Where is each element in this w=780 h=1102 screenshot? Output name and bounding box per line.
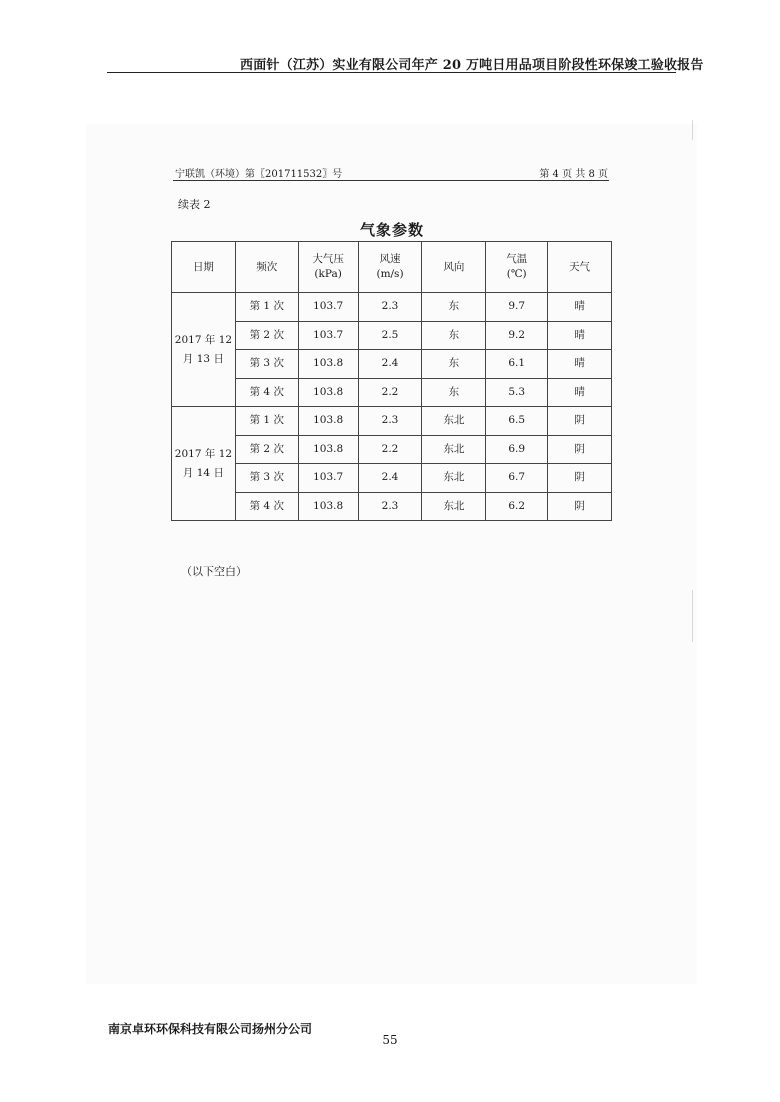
- header-pressure-unit: (kPa): [314, 268, 342, 280]
- wind-speed-cell: 2.2: [358, 378, 422, 407]
- frequency-cell: 第 4 次: [235, 378, 298, 407]
- table-row: [172, 293, 612, 322]
- document-header-title: 西面针（江苏）实业有限公司年产 20 万吨日用品项目阶段性环保竣工验收报告: [240, 58, 704, 73]
- header-temperature: [486, 242, 548, 293]
- wind-speed-cell: 2.4: [358, 350, 422, 379]
- table-title: 气象参数: [359, 221, 424, 239]
- frequency-cell: 第 1 次: [235, 293, 298, 322]
- wind-speed-cell: 2.4: [358, 464, 422, 493]
- temperature-cell: 6.9: [486, 435, 548, 464]
- pressure-cell: 103.8: [298, 378, 358, 407]
- temperature-cell: 6.2: [486, 492, 548, 521]
- report-number: 宁联凯（环境）第〖201711532〗号: [175, 169, 343, 180]
- table-row: [172, 407, 612, 436]
- report-divider: [173, 180, 609, 181]
- wind-speed-cell: 2.3: [358, 492, 422, 521]
- blank-below-note: （以下空白）: [181, 565, 247, 578]
- pressure-cell: 103.7: [298, 293, 358, 322]
- scan-edge-mark: [692, 590, 693, 642]
- pressure-cell: 103.8: [298, 407, 358, 436]
- pressure-cell: 103.8: [298, 350, 358, 379]
- wind-direction-cell: 东北: [422, 407, 486, 436]
- frequency-cell: 第 2 次: [235, 435, 298, 464]
- continued-table-label: 续表 2: [178, 198, 211, 211]
- temperature-cell: 5.3: [486, 378, 548, 407]
- weather-cell: 阴: [548, 464, 612, 493]
- meteorological-table: [171, 241, 612, 521]
- header-temperature-label: 气温: [506, 253, 528, 265]
- pressure-cell: 103.8: [298, 492, 358, 521]
- page-info: 第 4 页 共 8 页: [539, 169, 608, 180]
- pressure-cell: 103.7: [298, 321, 358, 350]
- frequency-cell: 第 2 次: [235, 321, 298, 350]
- date-line: 月 13 日: [182, 352, 224, 365]
- header-pressure-label: 大气压: [312, 253, 344, 265]
- frequency-cell: 第 1 次: [235, 407, 298, 436]
- header-weather: 天气: [548, 242, 612, 293]
- wind-direction-cell: 东北: [422, 464, 486, 493]
- date-cell: [172, 407, 236, 521]
- wind-direction-cell: 东北: [422, 492, 486, 521]
- wind-speed-cell: 2.3: [358, 407, 422, 436]
- frequency-cell: 第 4 次: [235, 492, 298, 521]
- weather-cell: 晴: [548, 321, 612, 350]
- table-row: [172, 350, 612, 379]
- weather-cell: 晴: [548, 350, 612, 379]
- table-row: [172, 321, 612, 350]
- wind-direction-cell: 东: [422, 293, 486, 322]
- wind-speed-cell: 2.3: [358, 293, 422, 322]
- temperature-cell: 9.7: [486, 293, 548, 322]
- table-row: [172, 492, 612, 521]
- footer-page-number: 55: [382, 1033, 398, 1047]
- scan-edge-mark: [692, 120, 693, 140]
- header-date: 日期: [172, 242, 236, 293]
- weather-cell: 阴: [548, 435, 612, 464]
- weather-cell: 阴: [548, 407, 612, 436]
- header-pressure: [298, 242, 358, 293]
- header-divider: [107, 72, 676, 73]
- temperature-cell: 6.7: [486, 464, 548, 493]
- table-row: [172, 378, 612, 407]
- date-line: 月 14 日: [182, 466, 224, 479]
- wind-speed-cell: 2.2: [358, 435, 422, 464]
- frequency-cell: 第 3 次: [235, 464, 298, 493]
- header-wind-speed-label: 风速: [379, 253, 401, 265]
- date-cell: [172, 293, 236, 407]
- wind-speed-cell: 2.5: [358, 321, 422, 350]
- footer-company: 南京卓环环保科技有限公司扬州分公司: [108, 1022, 313, 1036]
- wind-direction-cell: 东: [422, 378, 486, 407]
- weather-cell: 晴: [548, 293, 612, 322]
- temperature-cell: 9.2: [486, 321, 548, 350]
- header-frequency: 频次: [235, 242, 298, 293]
- weather-cell: 阴: [548, 492, 612, 521]
- table-row: [172, 464, 612, 493]
- table-header-row: [172, 242, 612, 293]
- weather-cell: 晴: [548, 378, 612, 407]
- frequency-cell: 第 3 次: [235, 350, 298, 379]
- header-wind-speed: [358, 242, 422, 293]
- wind-direction-cell: 东北: [422, 435, 486, 464]
- wind-direction-cell: 东: [422, 321, 486, 350]
- wind-direction-cell: 东: [422, 350, 486, 379]
- date-line: 2017 年 12: [174, 333, 233, 346]
- temperature-cell: 6.1: [486, 350, 548, 379]
- pressure-cell: 103.7: [298, 464, 358, 493]
- temperature-cell: 6.5: [486, 407, 548, 436]
- header-wind-speed-unit: (m/s): [376, 268, 404, 280]
- header-wind-direction: 风向: [422, 242, 486, 293]
- pressure-cell: 103.8: [298, 435, 358, 464]
- header-temperature-unit: (℃): [506, 268, 527, 280]
- date-line: 2017 年 12: [174, 447, 233, 460]
- table-row: [172, 435, 612, 464]
